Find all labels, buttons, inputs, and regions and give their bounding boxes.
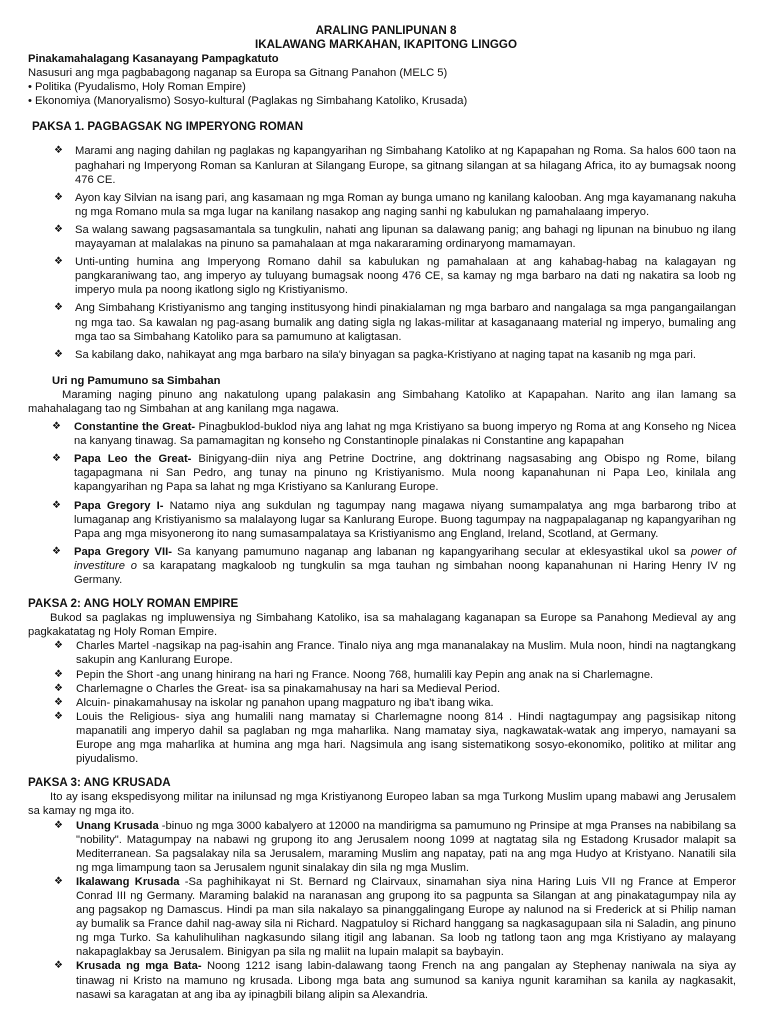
list-item: ❖ Krusada ng mga Bata- Noong 1212 isang labin-dalawang taong French na ang pangalan ay Stephenay naniwala na siya ay tinawag ni Kristo na mamuno ng krusada. Libong mga bata ang sumunod sa kaniya ngunit karamihan sa kanila ay nagkasakit, nasawi sa karagatan at ang iba ay ipinagbili bilang alipin sa Alexandria. bbox=[54, 960, 736, 1001]
list-item: ❖ Papa Gregory I- Natamo niya ang sukdulan ng tagumpay nang magawa niyang sumampalatya ang mga barbarong tribo at lumaganap ang Kristiyanismo sa malalayong lugar sa Kanlurang Europe. Buong tagumpay na nagpapalaganap ng kapangyarihan ng Papa ang mga misyonerong ito nang sumasampalataya sa Kristiyanismo ang England, Ireland, Scotland, at Germany. bbox=[52, 499, 736, 540]
paksa3-heading: PAKSA 3: ANG KRUSADA bbox=[28, 776, 171, 790]
paksa2-list bbox=[28, 639, 744, 766]
list-item: ❖ Louis the Religious- siya ang humalili nang mamatay si Charlemagne noong 814 . Hindi nagtagumpay ang pagsisikap nitong mapanatili ang imperyo dahil sa paglaban ng mga maharlika. Nang mamatay siya, nagkawatak-watak ang imperyo, namayani sa Europe ang mga maharlika at humina ang mga hari. Nagsimula ang isang sistematikong sosyo-ekonomiko, politiko at militar ang piyudalismo. bbox=[54, 710, 736, 766]
diamond-bullet-icon: ❖ bbox=[54, 256, 63, 268]
paksa2-intro: Bukod sa paglakas ng impluwensiya ng Simbahang Katoliko, isa sa mahalagang kaganapan sa Europe sa Panahong Medieval ay ang pagkakatatag ng Holy Roman Empire. bbox=[28, 612, 736, 639]
diamond-bullet-icon: ❖ bbox=[54, 819, 63, 831]
melc-heading: Pinakamahalagang Kasanayang Pampagkatuto bbox=[28, 53, 279, 65]
list-item: ❖ Charles Martel -nagsikap na pag-isahin ang France. Tinalo niya ang mga mananalakay na Muslim. Mula noon, hindi na nagtangkang sakupin ang Kanlurang Europe. bbox=[54, 640, 736, 667]
list-item: ❖ Ikalawang Krusada -Sa paghihikayat ni St. Bernard ng Clairvaux, sinamahan siya nina Haring Luis VII ng France at Emperor Conrad III ng Germany. Maraming balakid na naranasan ang grupong ito sa pagpunta sa Silangan at ang pinakatagumpay nila ay ang pagsakop ng Damascus. Hindi pa man sila nakalayo sa pinanggalingang Europe ay nalunod na si Frederick at si Philip naman ay bumalik sa France dahil nag-away sila ni Richard. Nagpatuloy si Richard hanggang sa nagkasagupaan sila ni Saladin, ang pinuno ng mga Turko. Sa kahulihulihan nagkasundo silang itigil ang labanan. Sa loob ng tatlong taon ang mga Kristiyano ay malayang nakapaglakbay sa Jerusalem. Binigyan pa sila ng maliit na lupain malapit sa baybayin. bbox=[54, 875, 736, 959]
diamond-bullet-icon: ❖ bbox=[54, 640, 63, 652]
list-item: ❖ Constantine the Great- Pinagbuklod-buklod niya ang lahat ng mga Kristiyano sa buong imperyo ng Roma at ang Konseho ng Nicea na kanyang tinawag. Sa pamamagitan ng konseho ng Constantinople pinalakas ni Constantine ang kapapahan bbox=[52, 421, 736, 448]
diamond-bullet-icon: ❖ bbox=[52, 421, 61, 433]
list-item: ❖ Ayon kay Silvian na isang pari, ang kasamaan ng mga Roman ay bunga umano ng kanilang kalooban. Ang mga kayamanang nakuha ng mga Romano mula sa mga lugar na kanilang nasakop ang naging sanhi ng kabulukan ng pamahalaang imperyo. bbox=[54, 191, 736, 218]
uri-list bbox=[28, 420, 744, 587]
diamond-bullet-icon: ❖ bbox=[54, 710, 63, 722]
list-item: ❖ Marami ang naging dahilan ng paglakas ng kapangyarihan ng Simbahang Katoliko at ng Kapapahan ng Roma. Sa halos 600 taon na paghahari ng Imperyong Roman sa Kanluran at Silangang Europe, sa gitnang silangan at sa hilagang Africa, ito ay bumagsak noong 476 CE. bbox=[54, 145, 736, 186]
paksa2-heading: PAKSA 2: ANG HOLY ROMAN EMPIRE bbox=[28, 597, 239, 611]
list-item: ❖ Pepin the Short -ang unang hinirang na hari ng France. Noong 768, humalili kay Pepin ang anak na si Charlemagne. bbox=[54, 668, 654, 681]
diamond-bullet-icon: ❖ bbox=[54, 223, 63, 235]
diamond-bullet-icon: ❖ bbox=[54, 145, 63, 157]
diamond-bullet-icon: ❖ bbox=[54, 191, 63, 203]
diamond-bullet-icon: ❖ bbox=[52, 499, 61, 511]
list-item: ❖ Charlemagne o Charles the Great- isa sa pinakamahusay na hari sa Medieval Period. bbox=[54, 682, 501, 695]
paksa1-heading: PAKSA 1. PAGBAGSAK NG IMPERYONG ROMAN bbox=[32, 120, 304, 134]
melc-line-3: • Ekonomiya (Manoryalismo) Sosyo-kultural (Paglakas ng Simbahang Katoliko, Krusada) bbox=[28, 95, 468, 108]
diamond-bullet-icon: ❖ bbox=[54, 668, 63, 680]
doc-title-2: IKALAWANG MARKAHAN, IKAPITONG LINGGO bbox=[255, 38, 517, 51]
diamond-bullet-icon: ❖ bbox=[54, 302, 63, 314]
list-item: ❖ Sa kabilang dako, nahikayat ang mga barbaro na sila'y binyagan sa pagka-Kristiyano at naging tapat na kasanib ng mga pari. bbox=[54, 348, 696, 361]
melc-line-2: • Politika (Pyudalismo, Holy Roman Empire) bbox=[28, 81, 246, 94]
list-item: ❖ Sa walang sawang pagsasamantala sa tungkulin, nahati ang lipunan sa dalawang panig; ang bahagi ng lipunan na binubuo ng ilang mayayaman at malalakas na pinuno sa pamahalaan at mga nakararaming ordinaryong mamamayan. bbox=[54, 223, 736, 251]
list-item: ❖ Unang Krusada -binuo ng mga 3000 kabalyero at 12000 na mandirigma sa pamumuno ng Prinsipe at mga Pranses na nabibilang sa "nobility". Matagumpay na nabawi ng grupong ito ang Jerusalem noong 1099 at nagtatag sila ng Estadong Krusador malapit sa Mediterranean. Sa pagsalakay nila sa Jerusalem, maraming Muslim ang napatay, pati na ang mga Hudyo at Kristyano. Nanatili sila ng mga limampung taon sa Jerusalem ngunit sinalakay din sila ng mga Muslim. bbox=[54, 819, 736, 874]
uri-heading: Uri ng Pamumuno sa Simbahan bbox=[52, 374, 221, 387]
paksa1-list bbox=[28, 144, 744, 361]
diamond-bullet-icon: ❖ bbox=[54, 875, 63, 887]
paksa3-intro: Ito ay isang ekspedisyong militar na inilunsad ng mga Kristiyanong Europeo laban sa mga Turkong Muslim upang mabawi ang Jerusalem sa kamay ng mga ito. bbox=[28, 791, 736, 818]
diamond-bullet-icon: ❖ bbox=[52, 453, 61, 465]
doc-title-1: ARALING PANLIPUNAN 8 bbox=[315, 24, 457, 37]
list-item: ❖ Unti-unting humina ang Imperyong Romano dahil sa kabulukan ng pamahalaan at ang kahabag-habag na kalagayan ng pangkaraniwang tao, ang imperyo ay tuluyang bumagsak noong 476 CE, sa kamay ng mga barbaro na dati ng nakatira sa loob ng imperyo mula pa noong ikatlong siglo ng Kristiyanismo. bbox=[54, 256, 736, 297]
list-item: ❖ Alcuin- pinakamahusay na iskolar ng panahon upang magpaturo ng iba't ibang wika. bbox=[54, 696, 494, 709]
uri-intro: Maraming naging pinuno ang nakatulong upang palakasin ang Simbahang Katoliko at Kapapahan. Narito ang ilan lamang sa mahahalagang tao ng Simbahan at ang kanilang mga nagawa. bbox=[28, 388, 736, 415]
list-item: ❖ Ang Simbahang Kristiyanismo ang tanging institusyong hindi pinakialaman ng mga barbaro and nangalaga sa mga pangangailangan ng mga tao. Sa kawalan ng pag-asang bumalik ang dating sigla ng lakas-militar at kasaganaang material ng imperyo, bumaling ang mga tao sa Simbahang Katoliko para sa pamumuno at kaligtasan. bbox=[54, 302, 736, 343]
diamond-bullet-icon: ❖ bbox=[54, 682, 63, 694]
diamond-bullet-icon: ❖ bbox=[54, 348, 63, 360]
diamond-bullet-icon: ❖ bbox=[54, 960, 63, 972]
diamond-bullet-icon: ❖ bbox=[54, 696, 63, 708]
diamond-bullet-icon: ❖ bbox=[52, 545, 61, 557]
list-item: ❖ Papa Gregory VII- Sa kanyang pamumuno naganap ang labanan ng kapangyarihang secular at eklesyastikal ukol sa power of investiture o sa karapatang magkaloob ng tungkulin sa mga tauhan ng simbahan noong kapanahunan ni Haring Henry IV ng Germany. bbox=[52, 545, 736, 586]
paksa3-list bbox=[28, 819, 744, 1002]
melc-line-1: Nasusuri ang mga pagbabagong naganap sa Europa sa Gitnang Panahon (MELC 5) bbox=[28, 67, 448, 80]
list-item: ❖ Papa Leo the Great- Binigyang-diin niya ang Petrine Doctrine, ang doktrinang nagsasabing ang Obispo ng Rome, bilang tagapagmana ni San Pedro, ang tunay na pinuno ng Kristiyanismo. Mula noong kapanahunan ni Papa Leo, kinilala ang kapangyarihan ng Papa sa lahat ng mga Kristiyano sa Kanlurang Europe. bbox=[52, 453, 736, 494]
